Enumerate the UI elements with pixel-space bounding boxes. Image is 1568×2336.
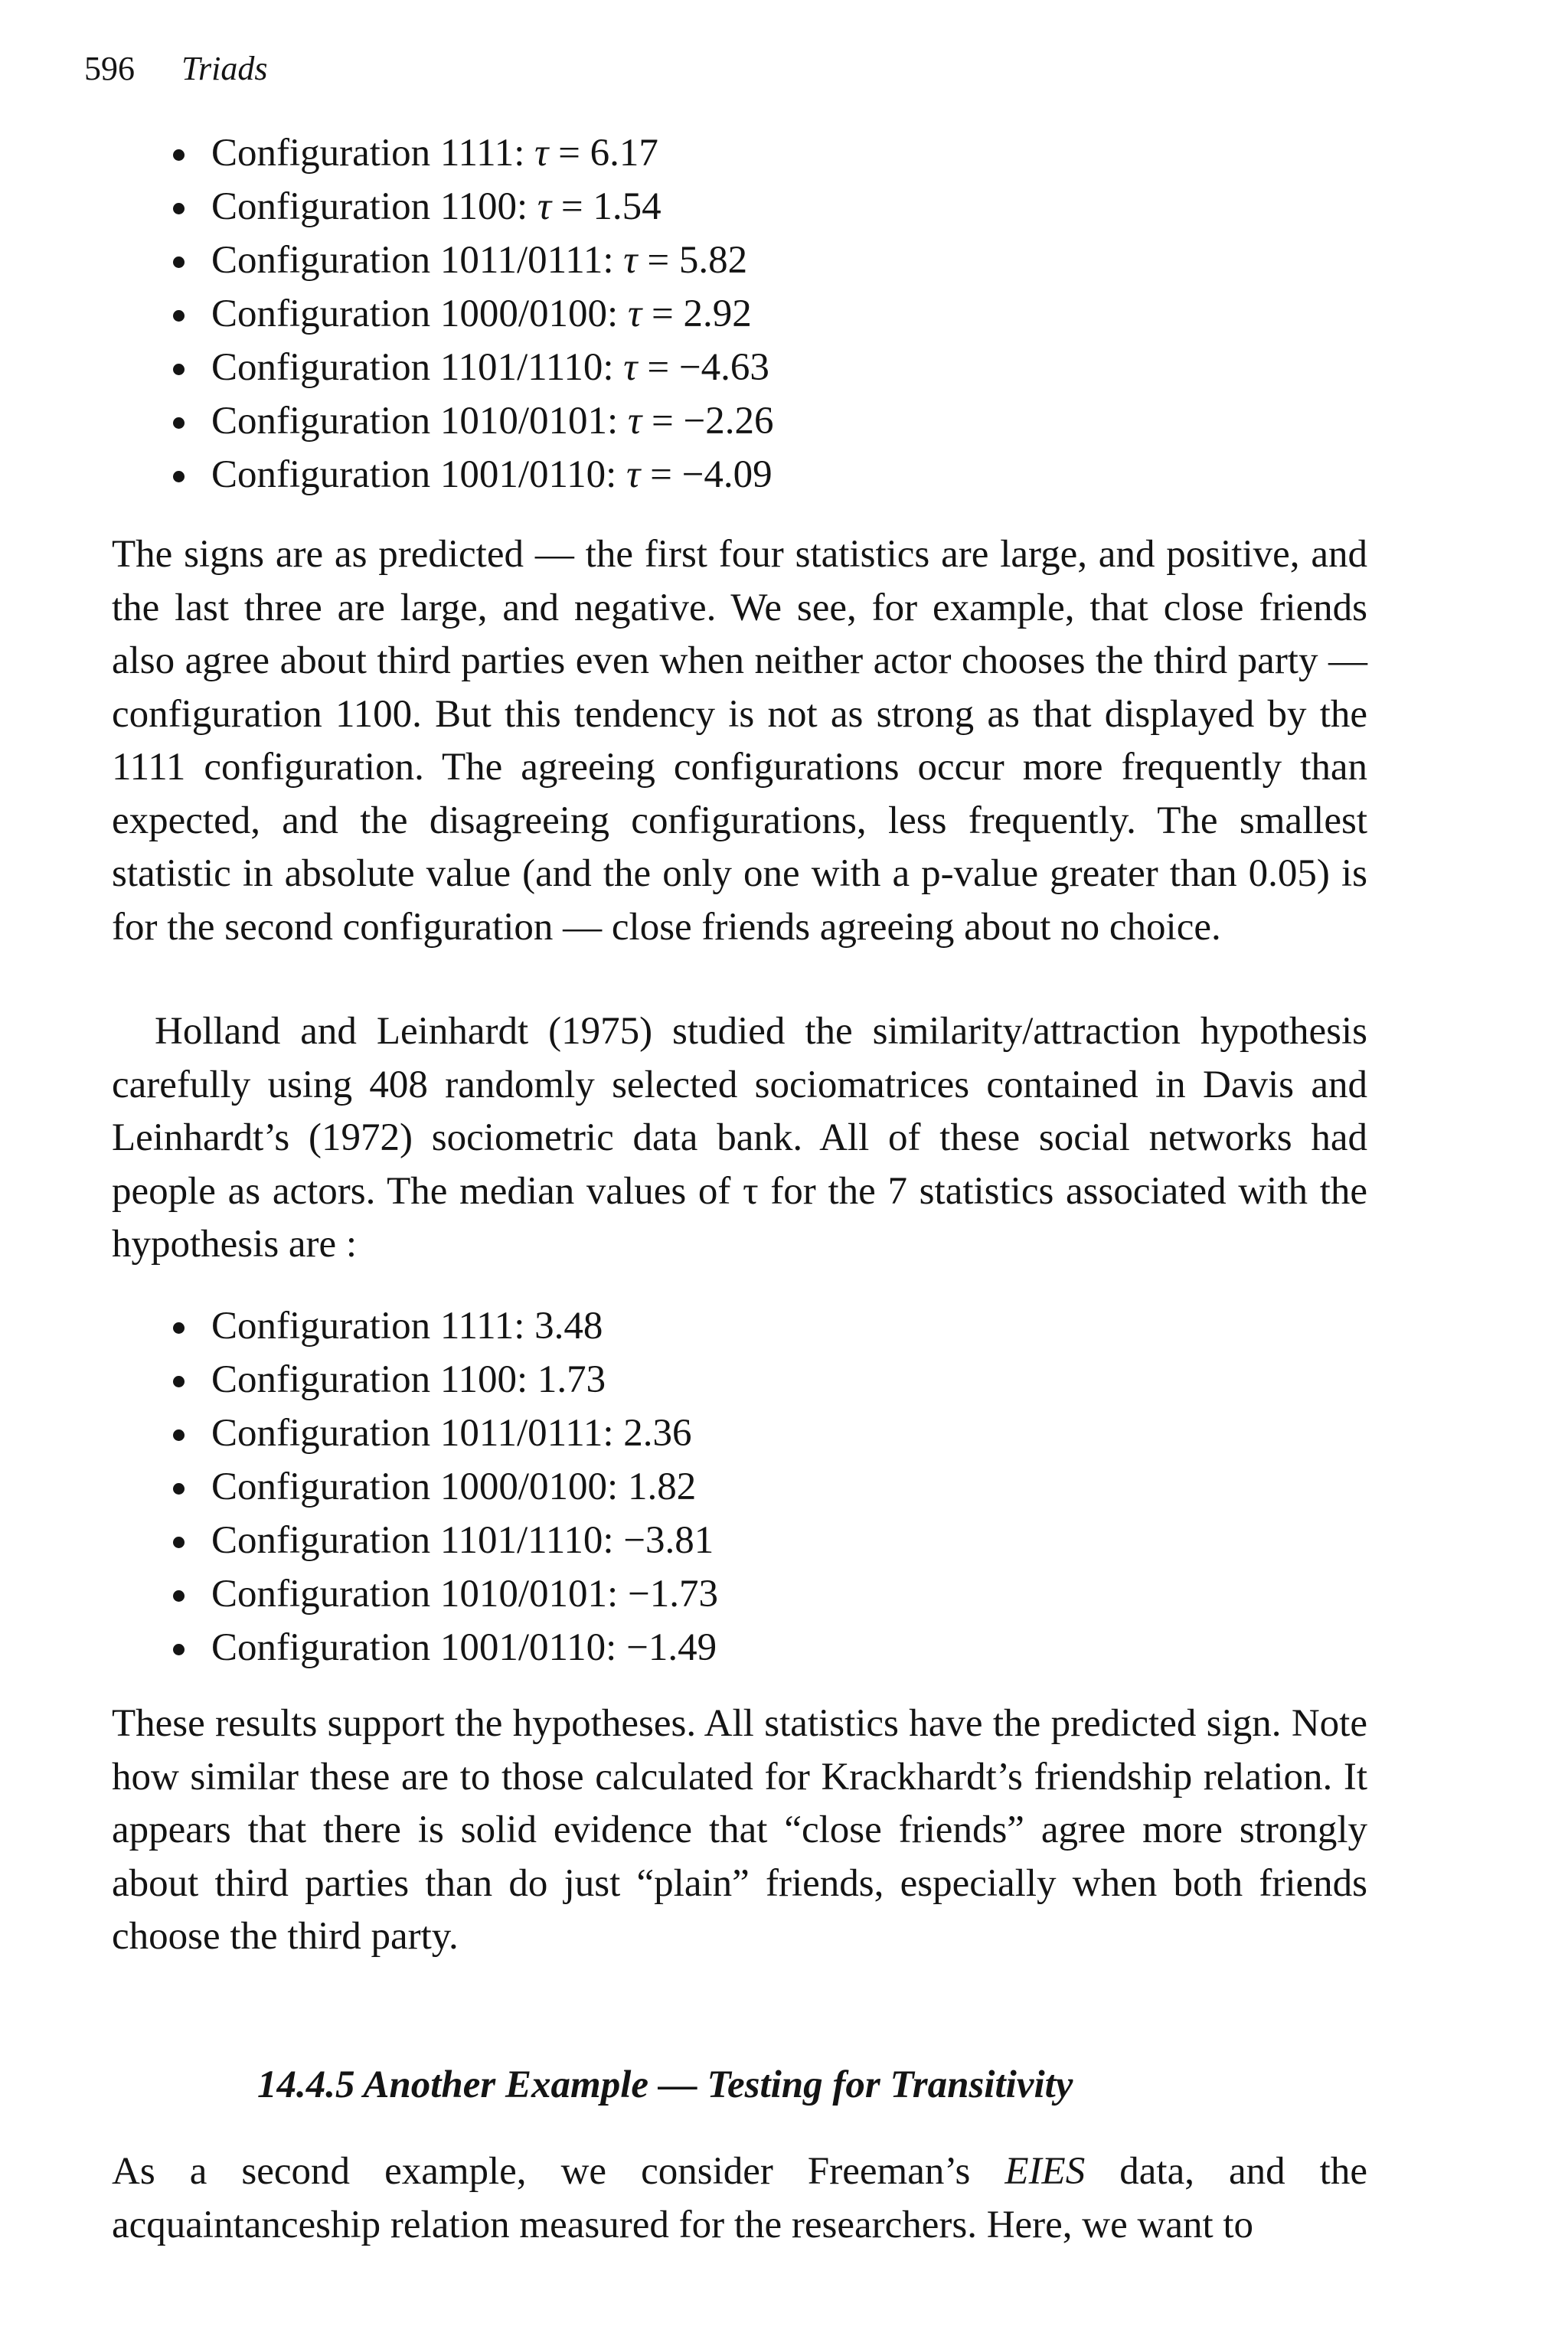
list-item	[211, 180, 774, 234]
list-item: Configuration 1010/0101: −1.73	[211, 1567, 718, 1621]
config-label: Configuration 1101/1110:	[211, 346, 614, 389]
config-value: = 2.92	[651, 292, 752, 335]
list-item: Configuration 1000/0100: 1.82	[211, 1460, 718, 1514]
list-item	[211, 448, 774, 502]
config-value: = 6.17	[558, 132, 658, 175]
list-item	[211, 341, 774, 394]
list-item	[211, 126, 774, 180]
list-item: Configuration 1101/1110: −3.81	[211, 1514, 718, 1567]
config-label: Configuration 1001/0110:	[211, 453, 617, 496]
section-heading: 14.4.5 Another Example — Testing for Transitivity	[257, 2063, 1073, 2106]
tau-symbol: τ	[623, 239, 638, 282]
config-label: Configuration 1011/0111:	[211, 239, 614, 282]
paragraph-holland-leinhardt: Holland and Leinhardt (1975) studied the similarity/attraction hypothesis carefully using 408 randomly selected sociomatrices contained in Davis and Leinhardt’s (1972) sociometric data bank. All of these social networks had people as actors. The median values of τ for the 7 statistics associated with the hypothesis are :	[112, 1010, 1367, 1266]
list-item	[211, 287, 774, 341]
median-tau-list	[211, 1299, 718, 1674]
list-item: Configuration 1111: 3.48	[211, 1299, 718, 1353]
config-value: = 1.54	[560, 185, 662, 228]
running-title: Triads	[181, 50, 268, 87]
tau-symbol: τ	[537, 185, 552, 228]
eies-term: EIES	[1004, 2150, 1086, 2193]
config-value: = −2.26	[651, 400, 774, 443]
paragraph-results-support: These results support the hypotheses. All statistics have the predicted sign. Note how similar these are to those calculated for Krackhardt’s friendship relation. It appears that there is solid evidence that “close friends” agree more strongly about third parties than do just “plain” friends, especially when both friends choose the third party.	[112, 1702, 1367, 1958]
config-value: = −4.09	[650, 453, 773, 496]
page-number: 596	[84, 50, 135, 87]
config-value: = −4.63	[647, 346, 769, 389]
config-label: Configuration 1111:	[211, 132, 525, 175]
list-item	[211, 394, 774, 448]
tau-statistics-list	[211, 126, 774, 502]
config-value: = 5.82	[647, 239, 748, 282]
paragraph-signs-predicted: The signs are as predicted — the first four statistics are large, and positive, and the last three are large, and negative. We see, for example, that close friends also agree about third parties even when neither actor chooses the third party — configuration 1100. But this tendency is not as strong as that displayed by the 1111 configuration. The agreeing configurations occur more frequently than expected, and the disagreeing configurations, less frequently. The smallest statistic in absolute value (and the only one with a p-value greater than 0.05) is for the second configuration — close friends agreeing about no choice.	[112, 533, 1367, 949]
paragraph-text: As a second example, we consider Freeman’s	[112, 2150, 1005, 2193]
tau-symbol: τ	[627, 400, 642, 443]
paragraph-text: data, and the acquaintanceship relation measured for the researchers. Here, we want to	[112, 2150, 1367, 2246]
tau-symbol: τ	[626, 453, 641, 496]
config-label: Configuration 1010/0101:	[211, 400, 619, 443]
list-item: Configuration 1011/0111: 2.36	[211, 1407, 718, 1460]
paragraph-second-example	[112, 2145, 1367, 2252]
list-item	[211, 234, 774, 287]
list-item: Configuration 1100: 1.73	[211, 1353, 718, 1407]
config-label: Configuration 1000/0100:	[211, 292, 619, 335]
tau-symbol: τ	[627, 292, 642, 335]
tau-symbol: τ	[534, 132, 549, 175]
tau-symbol: τ	[623, 346, 638, 389]
running-header	[84, 47, 268, 90]
list-item: Configuration 1001/0110: −1.49	[211, 1621, 718, 1674]
config-label: Configuration 1100:	[211, 185, 528, 228]
